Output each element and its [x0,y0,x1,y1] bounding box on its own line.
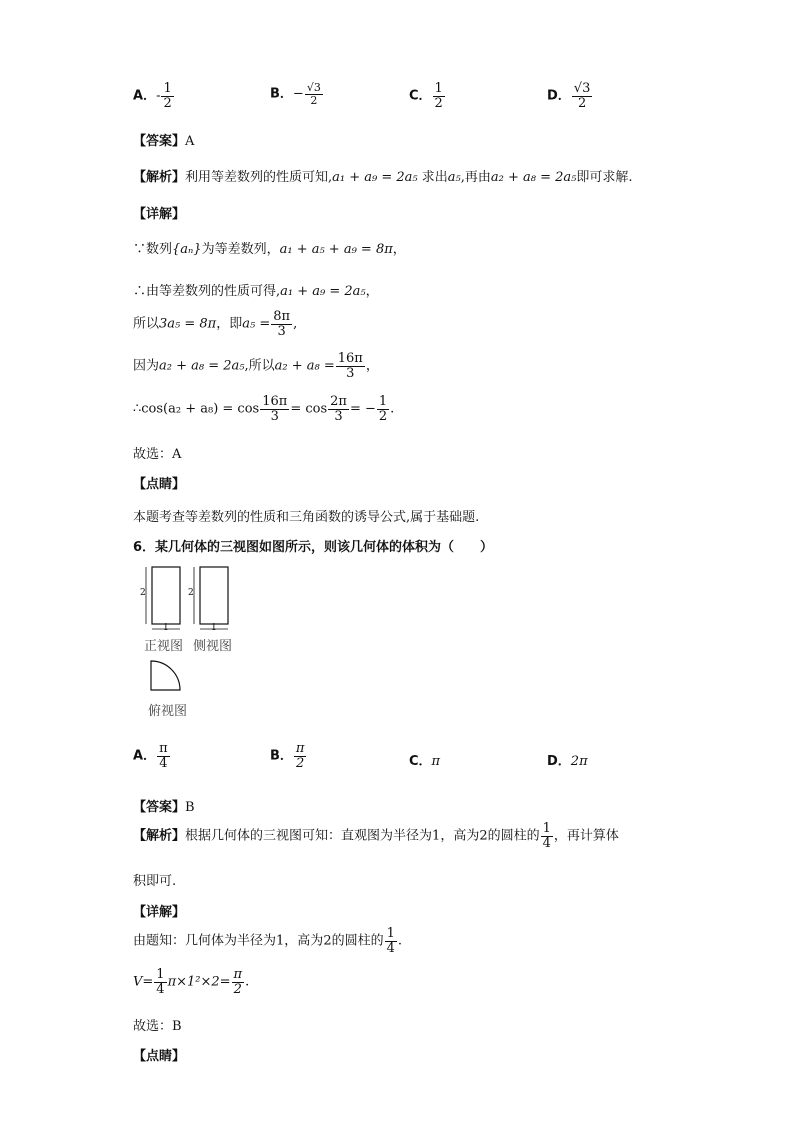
q5-detail-tag: 【详解】 [133,207,186,222]
fraction: $\frac{1}{2}$ [163,81,172,111]
q6-comment-tag: 【点睛】 [133,1049,186,1064]
fraction: $\frac{1}{2}$ [434,81,443,111]
fraction: $\frac{\pi}{2}$ [295,741,305,771]
q5-answer: 【答案】A [133,134,195,149]
q6-answer: 【答案】B [133,800,195,815]
fraction: $\frac{16\pi}{3}$ [262,394,288,424]
q5-detail-line4: 因为a₂ + a₈ = 2a₅,所以a₂ + a₈ = $\frac{16\pi}{3}$ ， [133,351,379,381]
top-view-label: 俯视图 [148,704,188,719]
fraction: $\frac{\pi}{2}$ [233,967,243,997]
fraction: $\frac{2\pi}{3}$ [330,394,347,424]
top-view-quarter-circle [151,661,180,690]
fraction: $\frac{√3}{2}$ [306,81,321,107]
q6-option-b: B． $\frac{\pi}{2}$ [270,741,305,771]
fraction: $\frac{√3}{2}$ [573,81,591,111]
q5-comment: 本题考查等差数列的性质和三角函数的诱导公式,属于基础题. [133,510,480,525]
q6-title: 6．某几何体的三视图如图所示，则该几何体的体积为（ ） [133,540,494,555]
q6-option-c: C．π [409,754,441,769]
side-view-label: 侧视图 [193,639,233,654]
q5-option-d: D． $\frac{√3}{2}$ [547,81,591,111]
front-width-label: 1 [163,623,169,633]
q5-options-row [133,74,733,114]
fraction: $\frac{1}{4}$ [386,926,395,956]
fraction: $\frac{\pi}{4}$ [159,741,168,771]
q6-option-a: A． $\frac{\pi}{4}$ [133,741,168,771]
side-width-label: 1 [211,623,217,633]
fraction: $\frac{8\pi}{3}$ [273,309,291,339]
q5-option-c: C． $\frac{1}{2}$ [409,81,443,111]
front-view-rect [152,567,180,624]
q5-option-b: B．− $\frac{√3}{2}$ [270,81,321,107]
q6-option-d: D．2π [547,754,588,769]
side-height-label: 2 [188,588,194,598]
q6-analysis-line1: 【解析】根据几何体的三视图可知：直观图为半径为1，高为2的圆柱的 $\frac{1}{4}$ ，再计算体 [133,821,619,851]
q5-detail-line3: 所以3a₅ = 8π，即a₅ = $\frac{8\pi}{3}$ , [133,309,298,339]
q5-detail-line2: ∴由等差数列的性质可得,a₁ + a₉ = 2a₅， [133,284,379,299]
q5-detail-line5: ∴cos(a₂ + a₈) = cos $\frac{16\pi}{3}$ = cos $\frac{2\pi}{3}$ = − $\frac{1}{2}$ . [133,394,395,424]
fraction: $\frac{1}{4}$ [542,821,551,851]
front-view-label: 正视图 [144,639,184,654]
q6-detail-line1: 由题知：几何体为半径为1，高为2的圆柱的 $\frac{1}{4}$ . [133,926,403,956]
q6-volume-formula: V= $\frac{1}{4}$ π×1²×2= $\frac{\pi}{2}$ . [133,967,250,997]
fraction: $\frac{1}{4}$ [156,967,165,997]
q6-detail-tag: 【详解】 [133,905,186,920]
fraction: $\frac{16\pi}{3}$ [337,351,363,381]
q5-option-a: A．- $\frac{1}{2}$ [133,81,172,111]
side-view-rect [200,567,228,624]
q6-analysis-line2: 积即可. [133,874,177,889]
q5-comment-tag: 【点睛】 [133,477,186,492]
q6-options-row [133,738,733,778]
front-height-label: 2 [140,588,146,598]
three-view-figure [140,562,250,722]
q5-detail-line1: ∵数列{aₙ}为等差数列，a₁ + a₅ + a₉ = 8π， [133,242,406,257]
fraction: $\frac{1}{2}$ [378,394,388,424]
q6-choice: 故选：B [133,1019,182,1034]
q5-choice: 故选：A [133,447,182,462]
q5-analysis: 【解析】利用等差数列的性质可知,a₁ + a₉ = 2a₅ 求出a₅,再由a₂ + a₈ = 2a₅即可求解. [133,170,633,185]
